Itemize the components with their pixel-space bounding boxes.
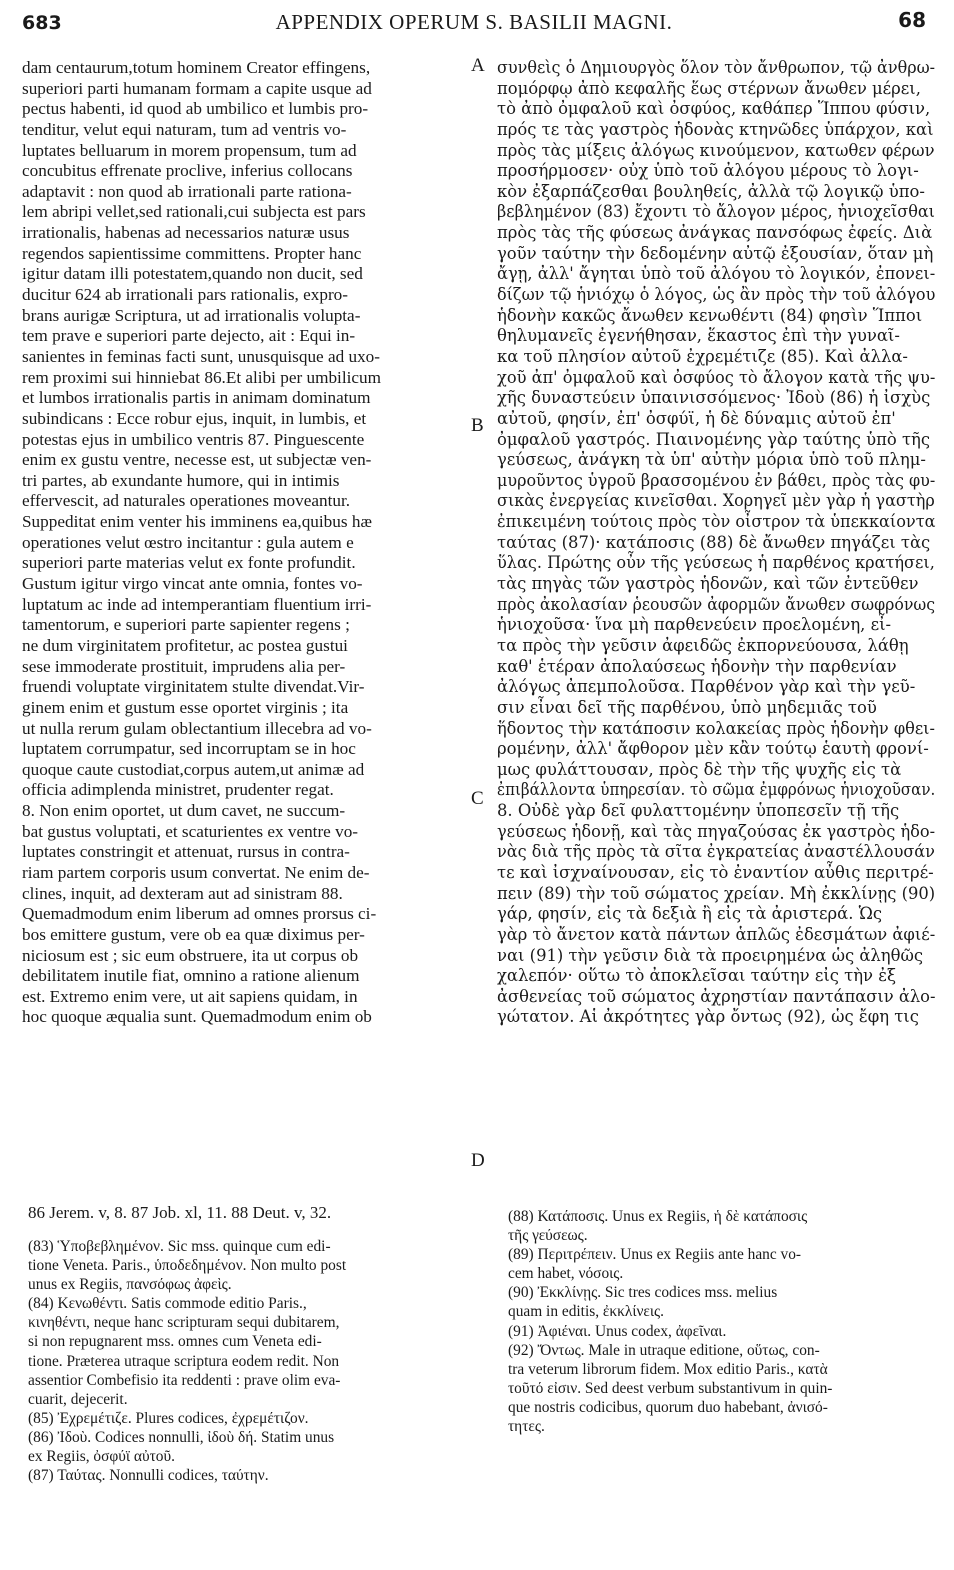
- footnote-line: τοῦτό εἰσιν. Sed deest verbum substantivum in quin-: [508, 1379, 833, 1397]
- greek-text-line: ἡδονὴν κακῶς ἄνωθεν κενωθέντι (84) φησὶν Ἵπποι: [497, 305, 923, 325]
- greek-text-line: ρομένην, ἀλλ' ἄφθορον μὲν κἂν τούτῳ ἑαυτὴ φρονί-: [497, 739, 929, 759]
- footnote-line: (91) Ἀφιέναι. Unus codex, ἀφεῖναι.: [508, 1322, 727, 1340]
- greek-text-line: ἐπικειμένη τούτοις πρὸς τὸν οἶστρον τὰ ὑπεκκαίοντα: [497, 512, 936, 532]
- greek-text-line: γώτατον. Αἱ ἀκρότητες γὰρ ὄντως (92), ὡς ἔφη τις: [497, 1007, 919, 1027]
- right-page-number: 68: [898, 8, 926, 32]
- greek-text-line: νὰς διὰ τῆς πρὸς τὰ σῖτα ἐγκρατείας ἀναστέλλουσάν: [497, 842, 935, 862]
- latin-text-line: luptatem corrumpatur, sed incorruptam se in hoc: [22, 739, 356, 759]
- greek-text-line: τα πρὸς τὴν γεῦσιν ἀφειδῶς ἐκπορνεύουσα, λάθῃ: [497, 635, 909, 655]
- latin-text-line: tem prave e superiori parte dejecto, ait : Equi in-: [22, 326, 356, 346]
- margin-marker-a: A: [471, 55, 485, 76]
- greek-text-line: προσήρμοσεν· οὐχ ὑπὸ τοῦ ἀλόγου μέρους τὸ λογι-: [497, 161, 919, 181]
- greek-text-line: γεύσεως, ἀνάγκη τὰ ὑπ' αὐτὴν μόρια ὑπὸ τοῦ πλημ-: [497, 450, 926, 470]
- latin-text-line: 8. Non enim oportet, ut dum cavet, ne succum-: [22, 801, 346, 821]
- greek-text-line: χῆς δυναστεύειν ὑπαινισσόμενος· Ἰδοὺ (86) ἡ ἰσχὺς: [497, 388, 931, 408]
- latin-text-line: bos emittere gustum, vere ob ea quæ diximus per-: [22, 924, 365, 944]
- latin-text-line: operationes velut œstro incitantur : gula autem e: [22, 532, 354, 552]
- greek-text-line: δίζων τῷ ἡνιόχῳ ὁ λόγος, ὡς ἂν πρὸς τὴν τοῦ ἀλόγου: [497, 285, 936, 305]
- footnote-line: (88) Κατάποσις. Unus ex Regiis, ἡ δὲ κατάποσις: [508, 1208, 808, 1225]
- latin-text-line: luptates constringit et attenuat, rursus in contra-: [22, 842, 350, 862]
- latin-text-line: Suppeditat enim venter his imminens ea,quibus hæ: [22, 512, 372, 532]
- greek-text-line: αὐτοῦ, φησίν, ἐπ' ὀσφύϊ, ἡ δὲ δύναμις αὐτοῦ ἐπ': [497, 408, 896, 428]
- scripture-references: 86 Jerem. v, 8. 87 Job. xl, 11. 88 Deut. v, 32.: [28, 1203, 332, 1222]
- latin-text-line: tenditur, velut equi naturam, tum ad ventris vo-: [22, 119, 347, 139]
- footnote-line: cuarit, dejecerit.: [28, 1390, 128, 1408]
- greek-text-line: πρὸς τὰς μίξεις ἀλόγως κινούμενον, κατωθεν φέρων: [497, 140, 935, 160]
- footnote-line: quam in editis, ἐκκλίνεις.: [508, 1303, 664, 1321]
- greek-text-line: ὀμφαλοῦ γαστρός. Πιαινομένης γὰρ ταύτης ὑπὸ τῆς: [497, 429, 931, 449]
- margin-marker-b: B: [471, 415, 484, 436]
- footnote-line: cem habet, νόσοις.: [508, 1265, 624, 1283]
- greek-text-line: συνθεὶς ὁ Δημιουργὸς ὅλον τὸν ἄνθρωπον, τῷ ἀνθρω-: [497, 58, 936, 77]
- footnote-line: tra veterum librorum fidem. Mox editio Paris., κατὰ: [508, 1360, 828, 1378]
- latin-column: [22, 58, 474, 1028]
- latin-text-line: clines, inquit, ad dexteram aut ad sinistram 88.: [22, 883, 343, 903]
- footnote-line: tione Veneta. Paris., ὑποδεδημένον. Non multo post: [28, 1257, 347, 1275]
- greek-text-line: ἄγῃ, ἀλλ' ἄγηται ὑπὸ τοῦ ἀλόγου τὸ λογικόν, ἐπονει-: [497, 264, 936, 284]
- footnote-line: (85) Ἐχρεμέτιζε. Plures codices, ἐχρεμέτιζον.: [28, 1409, 309, 1427]
- greek-text-line: τε καὶ ἰσχναίνουσαν, εἰς τὸ ἐναντίον αὖθις περιτρέ-: [497, 862, 934, 882]
- footnote-line: (92) Ὄντως. Male in utraque editione, οὕτως, con-: [508, 1341, 820, 1359]
- latin-text-line: brans aurigæ Scriptura, ut ad irrationalis volupta-: [22, 305, 361, 325]
- greek-text-line: κα τοῦ πλησίον αὐτοῦ ἐχρεμέτιζε (85). Καὶ ἀλλα-: [497, 346, 908, 366]
- greek-text-line: γοῦν ταύτην τὴν δεδομένην αὐτῷ ἐξουσίαν, ὅταν μὴ: [497, 243, 934, 263]
- latin-text-line: fruendi voluptate virginitatem stulte divendat.Vir-: [22, 677, 365, 697]
- latin-text-line: enim ex gustu ventre, necesse est, ut subjectæ ven-: [22, 450, 372, 470]
- footnote-line: si non repugnarent mss. omnes cum Veneta edi-: [28, 1333, 322, 1351]
- footnote-line: (87) Ταύτας. Nonnulli codices, ταύτην.: [28, 1467, 269, 1485]
- greek-text-line: μυροῦντος ὑγροῦ βρασσομένου ἐν βάθει, πρὸς τὰς φυ-: [497, 470, 936, 490]
- greek-text-line: τὰς πηγὰς τῶν γαστρὸς ἡδονῶν, καὶ τῶν ἐντεῦθεν: [497, 574, 919, 594]
- footnotes-left: [28, 1237, 473, 1485]
- latin-text-line: sanientes in feminas facti sunt, unusquisque ad uxo-: [22, 346, 381, 366]
- latin-text-line: ducitur 624 ab irrationali pars rationalis, expro-: [22, 285, 348, 305]
- footnote-line: (89) Περιτρέπειν. Unus ex Regiis ante hanc vo-: [508, 1246, 802, 1264]
- greek-text-line: ταύτας (87)· κατάποσις (88) δὲ ἄνωθεν πηγάζει τὰς: [497, 532, 931, 552]
- footnote-line: (83) Ὑποβεβλημένον. Sic mss. quinque cum edi-: [28, 1238, 331, 1255]
- latin-text-line: adaptavit : non quod ab irrationali parte rationa-: [22, 181, 352, 201]
- greek-text-line: ἥδοντος τὴν κατάποσιν κολακείας πρὸς ἡδονὴν φθει-: [497, 718, 935, 738]
- greek-text-line: ὕλας. Πρώτης οὖν τῆς γεύσεως ἡ παρθένος κρατήσει,: [497, 553, 935, 573]
- greek-text-line: γὰρ τὸ ἄνετον κατὰ πάντων ἁπλῶς ἐδεσμάτων ἀφιέ-: [497, 924, 936, 944]
- latin-text-line: effervescit, ad naturales operationes moveantur.: [22, 491, 351, 511]
- greek-text-line: κὸν ἐξαρπάζεσθαι βουληθείς, ἀλλὰ τῷ λογικῷ ὑπο-: [497, 181, 925, 201]
- latin-text-line: luptates belluarum in morem propensum, tum ad: [22, 140, 357, 160]
- latin-text-line: rem proximi sui hinniebat 86.Et alibi per umbilicum: [22, 367, 381, 387]
- latin-text-line: Quemadmodum enim liberum ad omnes prorsus ci-: [22, 904, 377, 924]
- latin-text-line: riam partem corporis usum convertat. Ne enim de-: [22, 862, 370, 882]
- greek-text-line: πρός τε τὰς γαστρὸς ἡδονὰς κτηνῶδες ὑπάρχον, καὶ: [497, 119, 934, 139]
- greek-text-line: χαλεπόν· οὕτω τὸ ἀποκλεῖσαι ταύτην εἰς τὴν ἐξ: [497, 966, 897, 986]
- latin-text-line: tamentorum, e superiori parte sapienter regens ;: [22, 615, 350, 635]
- latin-text-line: regendos sapientissime committens. Propter hanc: [22, 243, 362, 263]
- footnote-line: (90) Ἐκκλίνῃς. Sic tres codices mss. melius: [508, 1284, 778, 1302]
- footnote-line: que nostris codicibus, quorum duo habebant, ἀνισό-: [508, 1398, 828, 1416]
- margin-markers: [471, 0, 493, 1570]
- greek-text-line: σιν εἶναι δεῖ τῆς παρθένου, ὑπὸ μηδεμιᾶς τοῦ: [497, 697, 877, 717]
- footnote-line: κινηθέντι, neque hanc scripturam sequi dubitarem,: [28, 1314, 340, 1332]
- latin-text-line: irrationalis, habenas ad necessarios naturæ usus: [22, 223, 350, 243]
- latin-text-line: Gustum igitur virgo vincat ante omnia, fontes vo-: [22, 574, 363, 594]
- latin-text-line: et lumbos irrationalis partis in animam dominatum: [22, 388, 371, 408]
- footnote-line: unus ex Regiis, πανσόφως ἀφεὶς.: [28, 1276, 232, 1294]
- footnote-line: (86) Ἰδοὺ. Codices nonnulli, ἰδοὺ δή. Statim unus: [28, 1428, 335, 1446]
- greek-column: [497, 58, 937, 1028]
- latin-text-line: est. Extremo enim vere, ut ait sapiens quidam, in: [22, 986, 358, 1006]
- greek-text-line: θηλυμανεῖς ἐγενήθησαν, ἕκαστος ἐπὶ τὴν γυναῖ-: [497, 326, 900, 346]
- latin-text-line: concubitus effrenate proclive, inferius collocans: [22, 161, 353, 181]
- latin-text-line: ne dum virginitatem profitetur, ac postea gustui: [22, 635, 348, 655]
- footnote-line: ex Regiis, ὀσφύϊ αὐτοῦ.: [28, 1448, 175, 1466]
- greek-text-line: ναι (91) τὴν γεῦσιν διὰ τὰ προειρημένα ὡς ἀληθῶς: [497, 945, 924, 965]
- latin-text-line: superiori parte materias velut ex fonte profundit.: [22, 553, 356, 573]
- greek-text-line: γάρ, φησίν, εἰς τὰ δεξιὰ ἢ εἰς τὰ ἀριστερά. Ὡς: [497, 904, 883, 924]
- latin-text-line: debilitatem inutile fiat, omnino a ratione alienum: [22, 966, 360, 986]
- latin-text-line: dam centaurum,totum hominem Creator effingens,: [22, 58, 371, 77]
- greek-text-line: πομόρφῳ ἀπὸ κεφαλῆς ἕως στέρνων ἄνωθεν μέρει,: [497, 78, 921, 98]
- latin-text-line: potestas ejus in umbilico ventris 87. Pinguescente: [22, 429, 365, 449]
- latin-text-line: quoque caute custodiat,corpus autem,ut animæ ad: [22, 759, 365, 779]
- latin-text-line: bat gustus voluptati, et scaturientes ex ventre vo-: [22, 821, 359, 841]
- latin-text-line: tri partes, ab exundante humore, qui in intimis: [22, 470, 340, 490]
- footnote-line: (84) Κενωθέντι. Satis commode editio Paris.,: [28, 1295, 307, 1313]
- latin-text-line: igitur datam illi potestatem,quando non ducit, sed: [22, 264, 363, 284]
- greek-text-line: πρὸς ἀκολασίαν ῥεουσῶν ἀφορμῶν ἄνωθεν σωφρόνως: [497, 594, 936, 614]
- latin-text-line: officia adimplenda ministret, prudenter regat.: [22, 780, 334, 800]
- latin-text-line: niciosum est ; sic eum obstruere, ita ut corpus ob: [22, 945, 359, 965]
- greek-text-line: ἀλόγως ἀπεμπολοῦσα. Παρθένον γὰρ καὶ τὴν γεῦ-: [497, 677, 916, 697]
- latin-text-line: lem abripi vellet,sed rationali,cui subjecta est pars: [22, 202, 366, 222]
- latin-text-line: ginem enim et gustum esse oportet virginis ; ita: [22, 697, 349, 717]
- latin-text-line: pectus habenti, id quod ab umbilico et lumbis pro-: [22, 99, 369, 119]
- latin-text-line: hoc quoque æqualia sunt. Quemadmodum enim ob: [22, 1007, 372, 1027]
- greek-text-line: πρὸς τὰς τῆς φύσεως ἀνάγκας πανσόφως ἐφείς. Διὰ: [497, 223, 933, 243]
- footnotes-right: [508, 1207, 938, 1436]
- footnote-line: tione. Præterea utraque scriptura eodem redit. Non: [28, 1352, 340, 1370]
- running-title: APPENDIX OPERUM S. BASILII MAGNI.: [275, 10, 673, 34]
- margin-marker-c: C: [471, 788, 484, 809]
- latin-text-line: luptatum ac inde ad intemperantiam fluentium irri-: [22, 594, 372, 614]
- greek-text-line: ἡνιοχοῦσα· ἵνα μὴ παρθενεύειν προελομένη, εἶ-: [497, 615, 892, 635]
- greek-text-line: χοῦ ἀπ' ὀμφαλοῦ καὶ ὀσφύος τὸ ἄλογον κατὰ τῆς ψυ-: [497, 367, 936, 387]
- greek-text-line: μως φυλάττουσαν, πρὸς δὲ τὴν τῆς ψυχῆς εἰς τὰ: [497, 759, 902, 779]
- latin-text-line: subindicans : Ecce robur ejus, inquit, in lumbis, et: [22, 408, 367, 428]
- footnote-line: τητες.: [508, 1418, 545, 1436]
- latin-text-line: superiori parti humanam formam a capite usque ad: [22, 78, 372, 98]
- greek-text-line: 8. Οὐδὲ γὰρ δεῖ φυλαττομένην ὑποπεσεῖν τῇ τῆς: [497, 801, 900, 821]
- greek-text-line: ἐπιβάλλοντα ὑπηρεσίαν. τὸ σῶμα ἐμφρόνως ἡνιοχοῦσαν.: [497, 780, 936, 800]
- greek-text-line: βεβλημένον (83) ἔχοντι τὸ ἄλογον μέρος, ἡνιοχεῖσθαι: [497, 202, 935, 222]
- latin-text-line: ut nulla rerum gulam oblectantium illecebra ad vo-: [22, 718, 372, 738]
- greek-text-line: καθ' ἑτέραν ἀπολαύσεως ἡδονὴν τὴν παρθενίαν: [497, 656, 897, 676]
- margin-marker-d: D: [471, 1150, 485, 1171]
- footnote-line: assentior Combefisio ita reddenti : prave olim eva-: [28, 1371, 341, 1389]
- greek-text-line: πειν (89) τὴν τοῦ σώματος χρείαν. Μὴ ἐκκλίνῃς (90): [497, 883, 936, 903]
- left-page-number: 683: [22, 12, 62, 34]
- greek-text-line: γεύσεως ἡδονῇ, καὶ τὰς πηγαζούσας ἐκ γαστρὸς ἡδο-: [497, 821, 936, 841]
- latin-text-line: sese immoderate prostituit, imprudens alia per-: [22, 656, 346, 676]
- greek-text-line: σικὰς ἐνεργείας κινεῖσθαι. Χορηγεῖ μὲν γὰρ ἡ γαστὴρ: [497, 491, 935, 511]
- greek-text-line: ἀσθενείας τοῦ σώματος ἀχρηστίαν παντάπασιν ἀλο-: [497, 986, 936, 1006]
- greek-text-line: τὸ ἀπὸ ὀμφαλοῦ καὶ ὀσφύος, καθάπερ Ἵππου φύσιν,: [497, 99, 931, 119]
- footnote-line: τῆς γεύσεως.: [508, 1227, 588, 1245]
